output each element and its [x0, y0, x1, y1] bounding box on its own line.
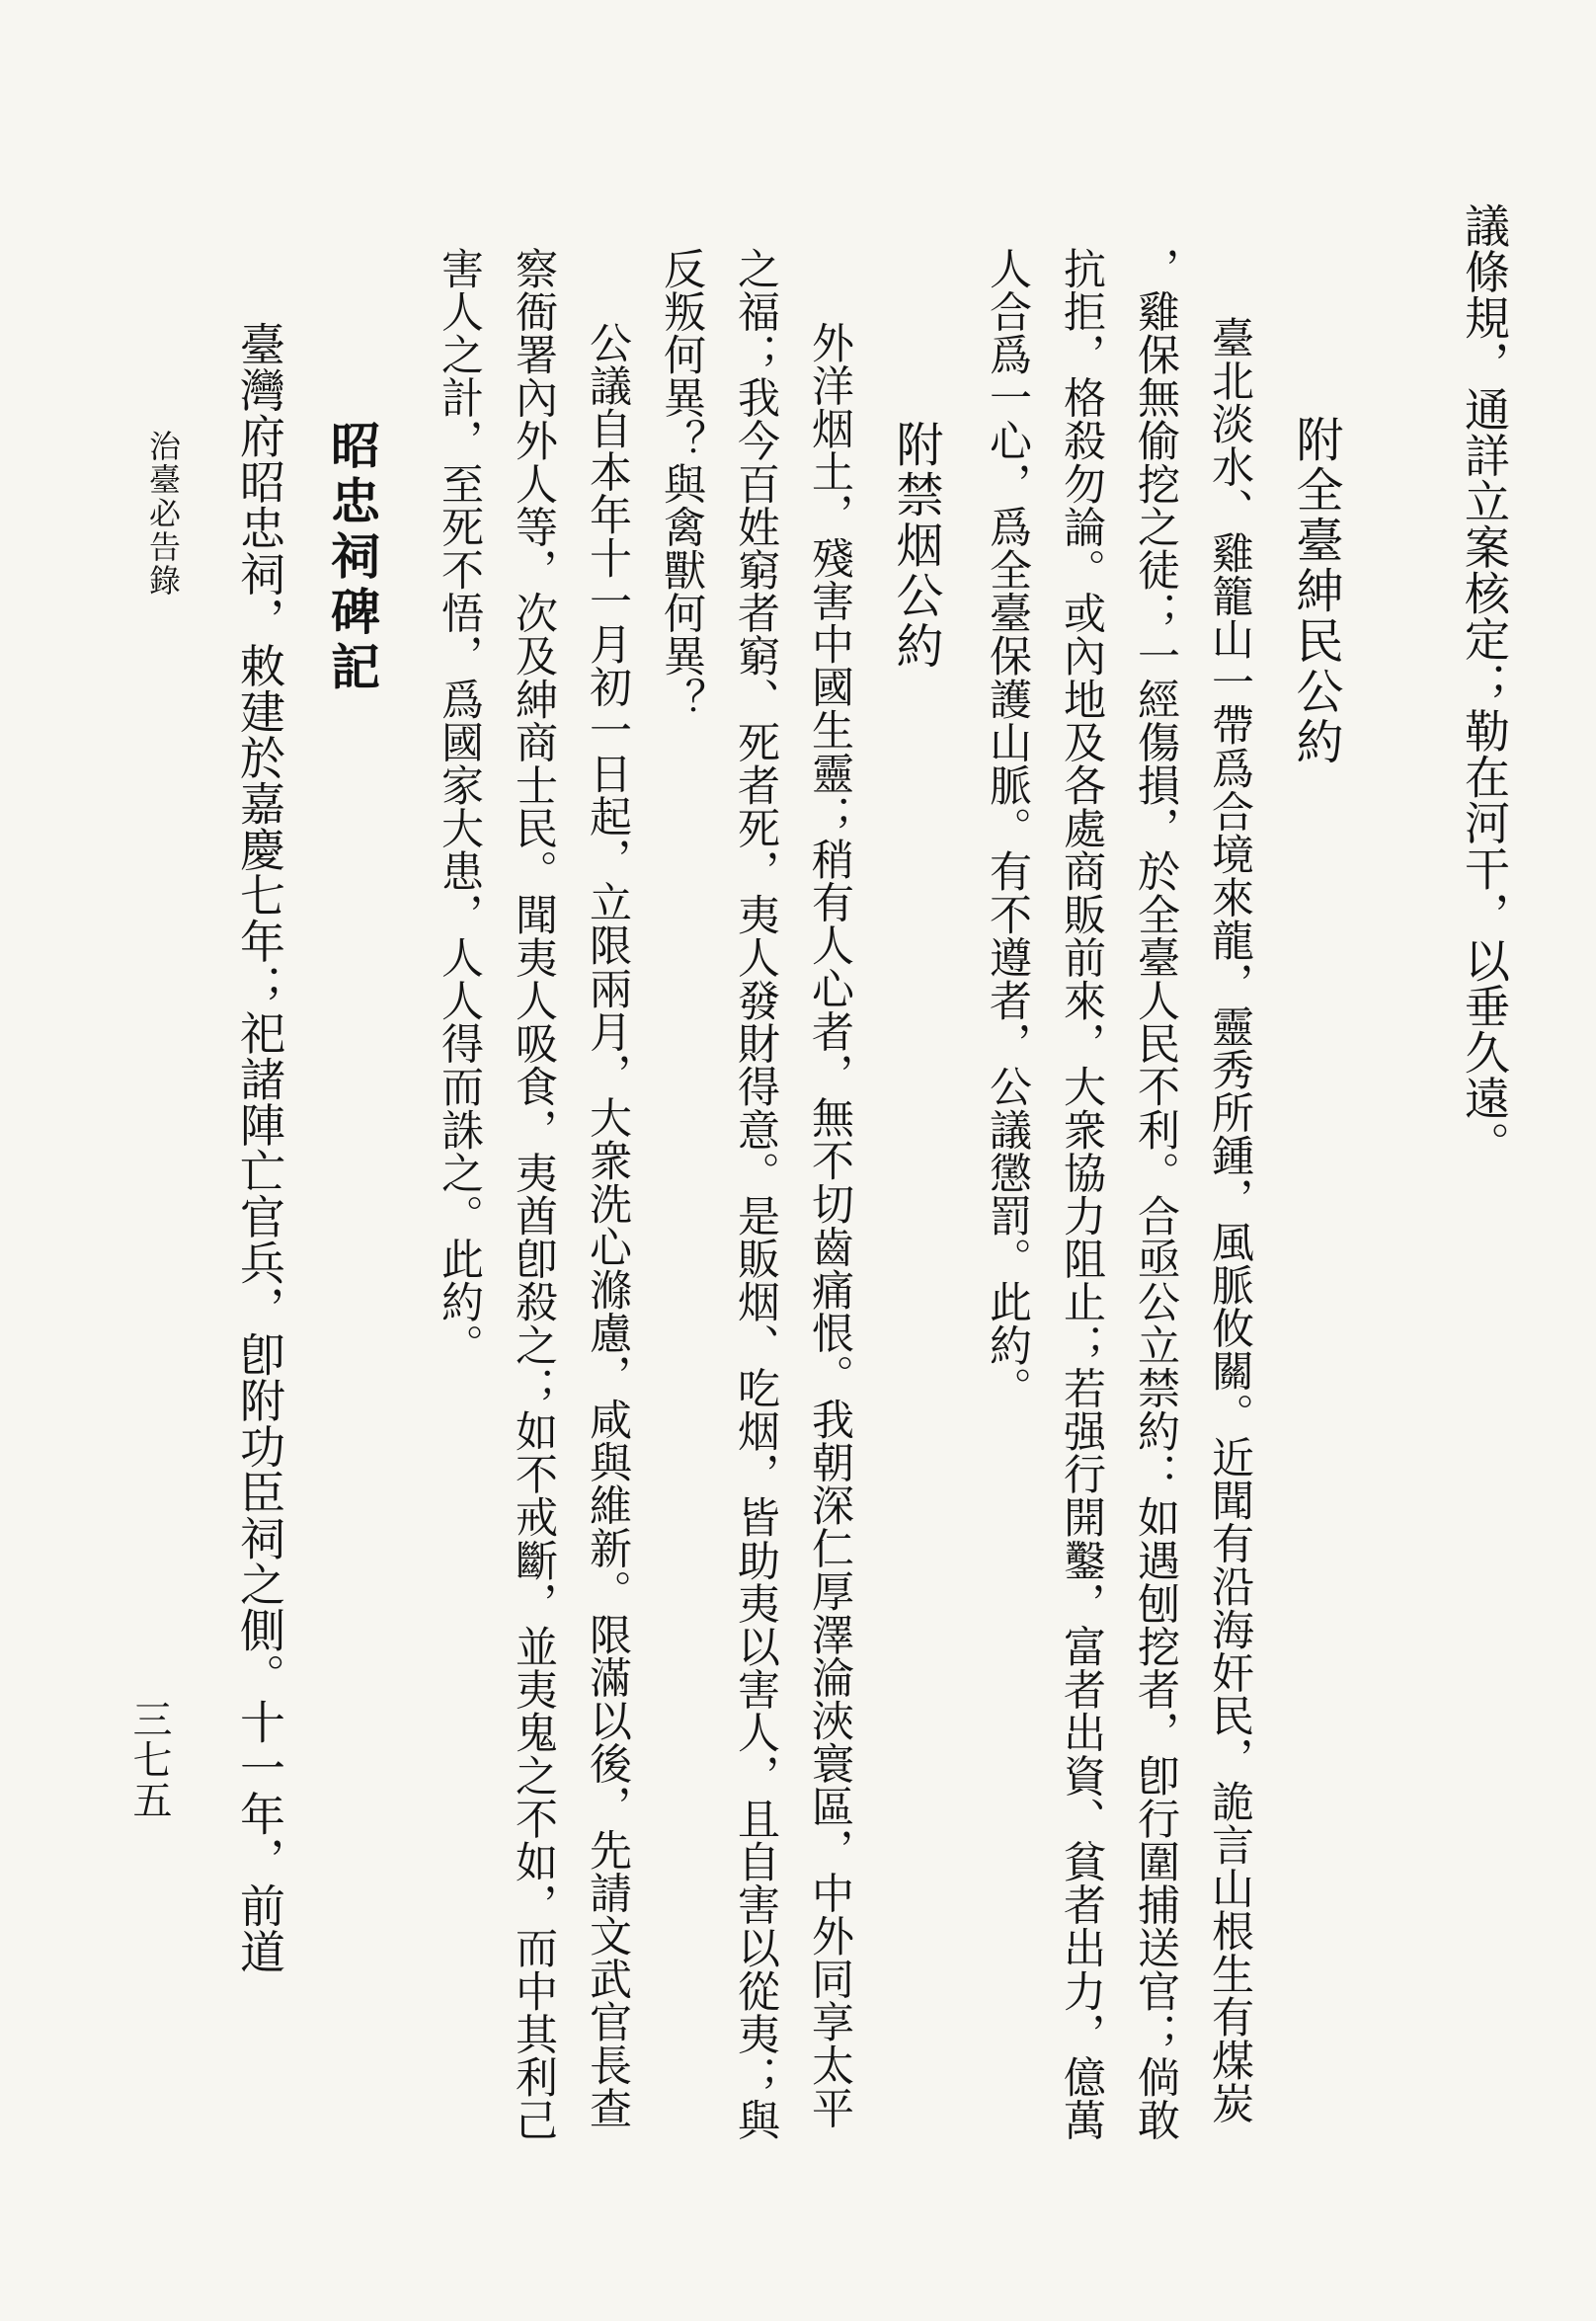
text-column-15: 臺灣府昭忠祠，敕建於嘉慶七年；祀諸陣亡官兵，卽附功臣祠之側。十一年，前道 [233, 321, 286, 1974]
text-column-8: 外洋烟土，殘害中國生靈；稍有人心者，無不切齒痛恨。我朝深仁厚澤淪浹寰區，中外同享太平 [805, 321, 854, 2130]
text-column-11: 公議自本年十一月初一日起，立限兩月，大衆洗心滌慮，咸與維新。限滿以後，先請文武官長查 [583, 321, 632, 2130]
page-number: 三七五 [126, 1699, 172, 1820]
text-column-6: 人合爲一心，爲全臺保護山脈。有不遵者，公議懲罰。此約。 [983, 247, 1032, 1410]
text-column-1: 議條規，通詳立案核定；勒在河干，以垂久遠。 [1458, 202, 1511, 1167]
text-column-5: 抗拒，格殺勿論。或內地及各處商販前來，大衆協力阻止；若强行開鑿，富者出資、貧者出力，億萬 [1057, 247, 1106, 2142]
text-column-4: ，雞保無偷挖之徒；一經傷損，於全臺人民不利。合亟公立禁約：如遇刨挖者，卽行圍捕送官；倘敢 [1131, 247, 1180, 2142]
book-title: 治臺必告錄 [144, 430, 182, 598]
text-column-10: 反叛何異？與禽獸何異？ [657, 247, 706, 721]
text-column-3: 臺北淡水、雞籠山一帶爲合境來龍，靈秀所鍾，風脈攸關。近聞有沿海奸民，詭言山根生有煤炭 [1205, 316, 1254, 2125]
section-heading-gentry-covenant: 附全臺紳民公約 [1288, 415, 1343, 767]
section-heading-memorial-stele: 昭忠祠碑記 [323, 420, 381, 696]
text-column-13: 害人之計，至死不悟，爲國家大患，人人得而誅之。此約。 [435, 247, 484, 1367]
section-heading-opium-covenant: 附禁烟公約 [888, 420, 943, 672]
text-column-9: 之福；我今百姓窮者窮、死者死，夷人發財得意。是販烟、吃烟，皆助夷以害人，且自害以從夷；與 [731, 247, 780, 2142]
text-column-12: 察衙署內外人等，次及紳商士民。聞夷人吸食，夷酋卽殺之；如不戒斷，並夷鬼之不如，而中其利己 [509, 247, 558, 2142]
